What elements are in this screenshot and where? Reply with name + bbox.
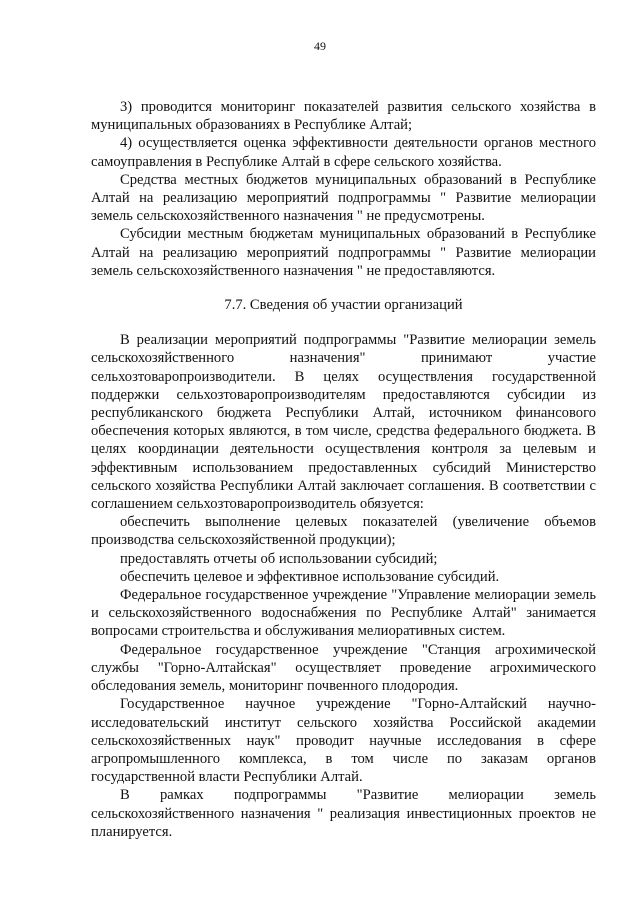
paragraph-local-budgets: Средства местных бюджетов муниципальных образований в Республике Алтай на реализацию мероприятий подпрограммы " Развитие мелиорации земель сельскохозяйственного назначения " не предусмотрены. — [91, 171, 596, 225]
paragraph-monitoring: 3) проводится мониторинг показателей развития сельского хозяйства в муниципальных образованиях в Республике Алтай; — [91, 99, 596, 134]
paragraph-investment: В рамках подпрограммы "Развитие мелиорации земель сельскохозяйственного назначения " реализация инвестиционных проектов не планируется. — [91, 787, 596, 840]
list-item-targets: обеспечить выполнение целевых показателей (увеличение объемов производства сельскохозяйственной продукции); — [91, 514, 596, 549]
section-heading: 7.7. Сведения об участии организаций — [224, 297, 463, 314]
list-item-reports: предоставлять отчеты об использовании субсидий; — [120, 550, 438, 567]
page-number: 49 — [314, 39, 326, 53]
paragraph-subsidies-local: Субсидии местным бюджетам муниципальных образований в Республике Алтай на реализацию мероприятий подпрограммы " Развитие мелиорации земель сельскохозяйственного назначения " не предоставляются. — [91, 226, 596, 279]
list-item-use: обеспечить целевое и эффективное использование субсидий. — [120, 568, 500, 585]
paragraph-evaluation: 4) осуществляется оценка эффективности деятельности органов местного самоуправления в Республике Алтай в сфере сельского хозяйства. — [91, 135, 596, 170]
paragraph-participants: В реализации мероприятий подпрограммы "Развитие мелиорации земель сельскохозяйственного назначения" принимают участие сельхозтоваропроизводители. В целях осуществления государственной поддержки сельхозтоваропроизводителям предоставляются субсидии из республиканского бюджета Республики Алтай, источником финансового обеспечения которых являются, в том числе, средства федерального бюджета. В целях координации деятельности осуществления контроля за целевым и эффективным использованием предоставленных субсидий Министерство сельского хозяйства Республики Алтай заключает соглашения. В соответствии с соглашением сельхозтоваропроизводитель обязуется: — [91, 332, 596, 513]
document-body — [91, 98, 596, 841]
paragraph-agrochem-station: Федеральное государственное учреждение "Станция агрохимической службы "Горно-Алтайская" осуществляет проведение агрохимического обследования земель, мониторинг почвенного плодородия. — [91, 641, 596, 695]
paragraph-melioration-office: Федеральное государственное учреждение "Управление мелиорации земель и сельскохозяйственного водоснабжения по Республике Алтай" занимается вопросами строительства и обслуживания мелиоративных систем. — [91, 587, 596, 640]
paragraph-research-institute: Государственное научное учреждение "Горно-Алтайский научно-исследовательский институт сельского хозяйства Российской академии сельскохозяйственных наук" проводит научные исследования в сфере агропромышленного комплекса, в том числе по заказам органов государственной власти Республики Алтай. — [91, 696, 596, 786]
